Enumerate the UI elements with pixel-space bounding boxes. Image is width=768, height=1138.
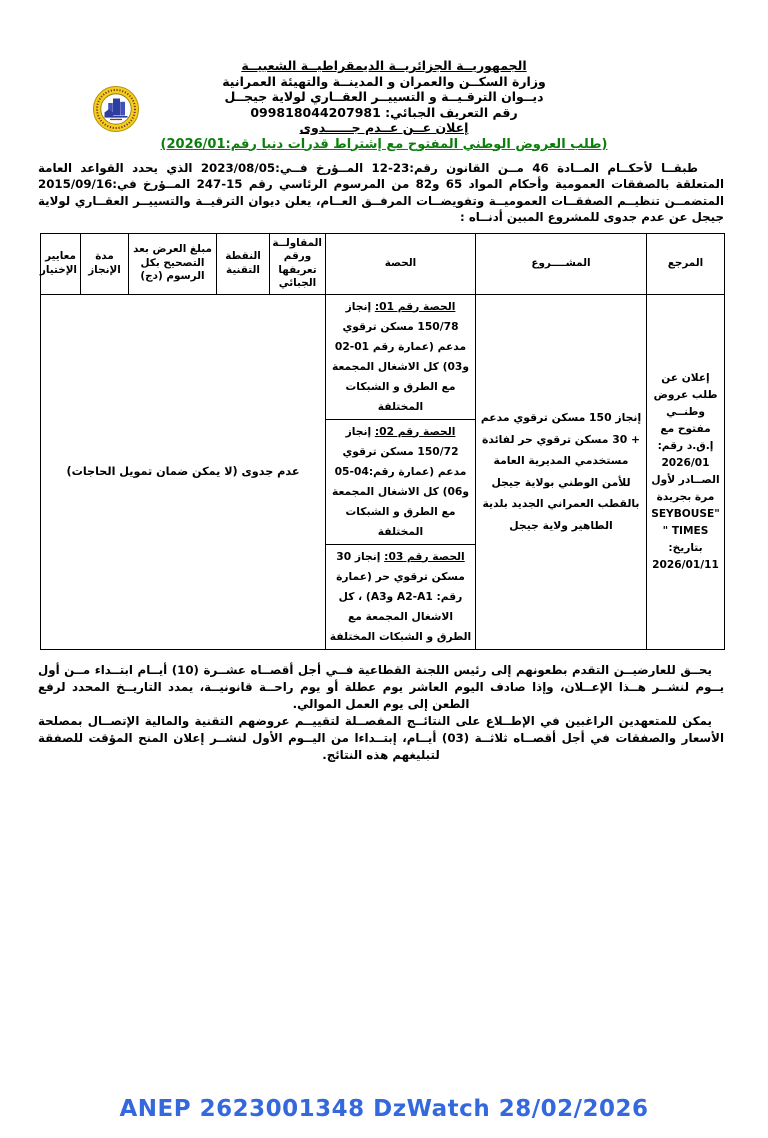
table-row — [41, 294, 725, 419]
col-header-project: المشــــروع — [476, 233, 647, 294]
tender-reference-title: (طلب العروض الوطني المفتوح مع إشتراط قدرات دنيا رقم:2026/01) — [160, 136, 608, 152]
col-header-contractor-taxid: المقاولــة ورقم تعريفها الجبائي — [270, 233, 326, 294]
notice-title: إعلان عــن عــدم جــــــدوى — [299, 120, 469, 135]
lot-1-label: الحصة رقم 01: — [374, 299, 456, 313]
col-header-lot: الحصة — [326, 233, 476, 294]
col-header-technical-score: النقطة التقنية — [217, 233, 270, 294]
lot-2-label: الحصة رقم 02: — [374, 424, 456, 438]
lot-2-cell — [326, 419, 476, 544]
tax-id-line: رقم التعريف الجبائي: 099818044207981 — [250, 104, 518, 120]
col-header-completion-period: مدة الإنجاز — [81, 233, 129, 294]
notice-table — [40, 233, 725, 650]
lot-2-text: إنجاز 150/72 مسكن ترقوي مدعم (عمارة رقم:04-05 و06) كل الاشغال المجمعة مع الطرق و الشبكات المختلفة — [331, 424, 469, 538]
legal-intro-paragraph: طبقــا لأحكــام المــادة 46 مــن القانون رقم:23-12 المــؤرخ فــي:2023/08/05 الذي يحدد القواعد العامة المتعلقة بالصفقات العمومية وأحكام المواد 65 و82 من المرسوم الرئاسي رقم 15-247 المــؤرخ في:2015/09/16 المتضمــن تنظيــم الصفقــات العموميــة وتفويضــات المرفــق العــام، يعلن ديوان الترقيــة والتسييــر العقــاري لولاية جيجل عن عدم جدوى للمشروع المبين أدنــاه : — [38, 160, 724, 224]
country-name: الجمهوريــة الجزائريــة الديمقراطيــة الشعبيــة — [241, 58, 527, 73]
lot-3-cell — [326, 544, 476, 649]
lot-3-label: الحصة رقم 03: — [384, 549, 465, 563]
reference-cell: إعلان عن طلب عروض وطنــي مفتوح مع إ.ق.د رقم: 2026/01 الصــادر لأول مرة بجريدة "SEYBOUSE TIMES " بتاريخ: 2026/01/11 — [647, 294, 725, 649]
table-header-row — [41, 233, 725, 294]
appeal-deadline-paragraph: يحــق للعارضيــن التقدم بطعونهم إلى رئيس اللجنة القطاعية فــي أجل أقصــاه عشــرة (10) أيــام ابتــداء مــن أول يــوم لنشــر هــذا الإعــلان، وإذا صادف اليوم العاشر يوم عطلة أو يوم راحــة قانونيــة، يمدد التاريــخ المحدد لرفع الطعن إلى يوم العمل الموالي. — [38, 662, 724, 711]
anep-publication-line: ANEP 2623001348 DzWatch 28/02/2026 — [119, 1096, 649, 1122]
no-result-cell: عدم جدوى (لا يمكن ضمان تمويل الحاجات) — [41, 294, 326, 649]
opgi-logo-svg — [92, 85, 140, 133]
office-name: ديــوان الترقـيــة و التسييــر العقــاري لولاية جيجــل — [224, 89, 544, 104]
project-cell: إنجاز 150 مسكن ترقوي مدعم + 30 مسكن ترقوي حر لفائدة مستخدمي المديرية العامة للأمن الوطني بولاية جيجل بالقطب العمراني الجديد بلدية الطاهير ولاية جيجل — [476, 294, 647, 649]
col-header-selection-criteria: معايير الإختيار — [41, 233, 81, 294]
footer-notes — [38, 662, 724, 764]
opgi-logo-icon — [92, 85, 140, 133]
col-header-corrected-amount: مبلغ العرض بعد التصحيح بكل الرسوم (دج) — [129, 233, 217, 294]
lot-1-text: إنجاز 150/78 مسكن ترقوي مدعم (عمارة رقم 01-02 و03) كل الاشغال المجمعة مع الطرق و الشبكات المختلفة — [331, 299, 469, 413]
lot-1-cell — [326, 294, 476, 419]
ministry-name: وزارة السكــن والعمران و المدينــة والتهيئة العمرانية — [222, 73, 546, 89]
results-consultation-paragraph: يمكن للمتعهدين الراغبين في الإطــلاع على النتائــج المفصــلة لتقييــم عروضهم التقنية والمالية الإتصــال بمصلحة الأسعار والصفقات في أجل أقصــاه ثلاثــة (03) أيــام، إبتــداءا من اليــوم الأول لنشــر إعلان المنح المؤقت للصفقة لتبليغهم هذه النتائج. — [38, 713, 724, 762]
lot-3-text: إنجاز 30 مسكن ترقوي حر (عمارة رقم: A2-A1 وA3) ، كل الاشغال المجمعة مع الطرق و الشبكات المختلفة — [329, 549, 472, 643]
col-header-reference: المرجع — [647, 233, 725, 294]
